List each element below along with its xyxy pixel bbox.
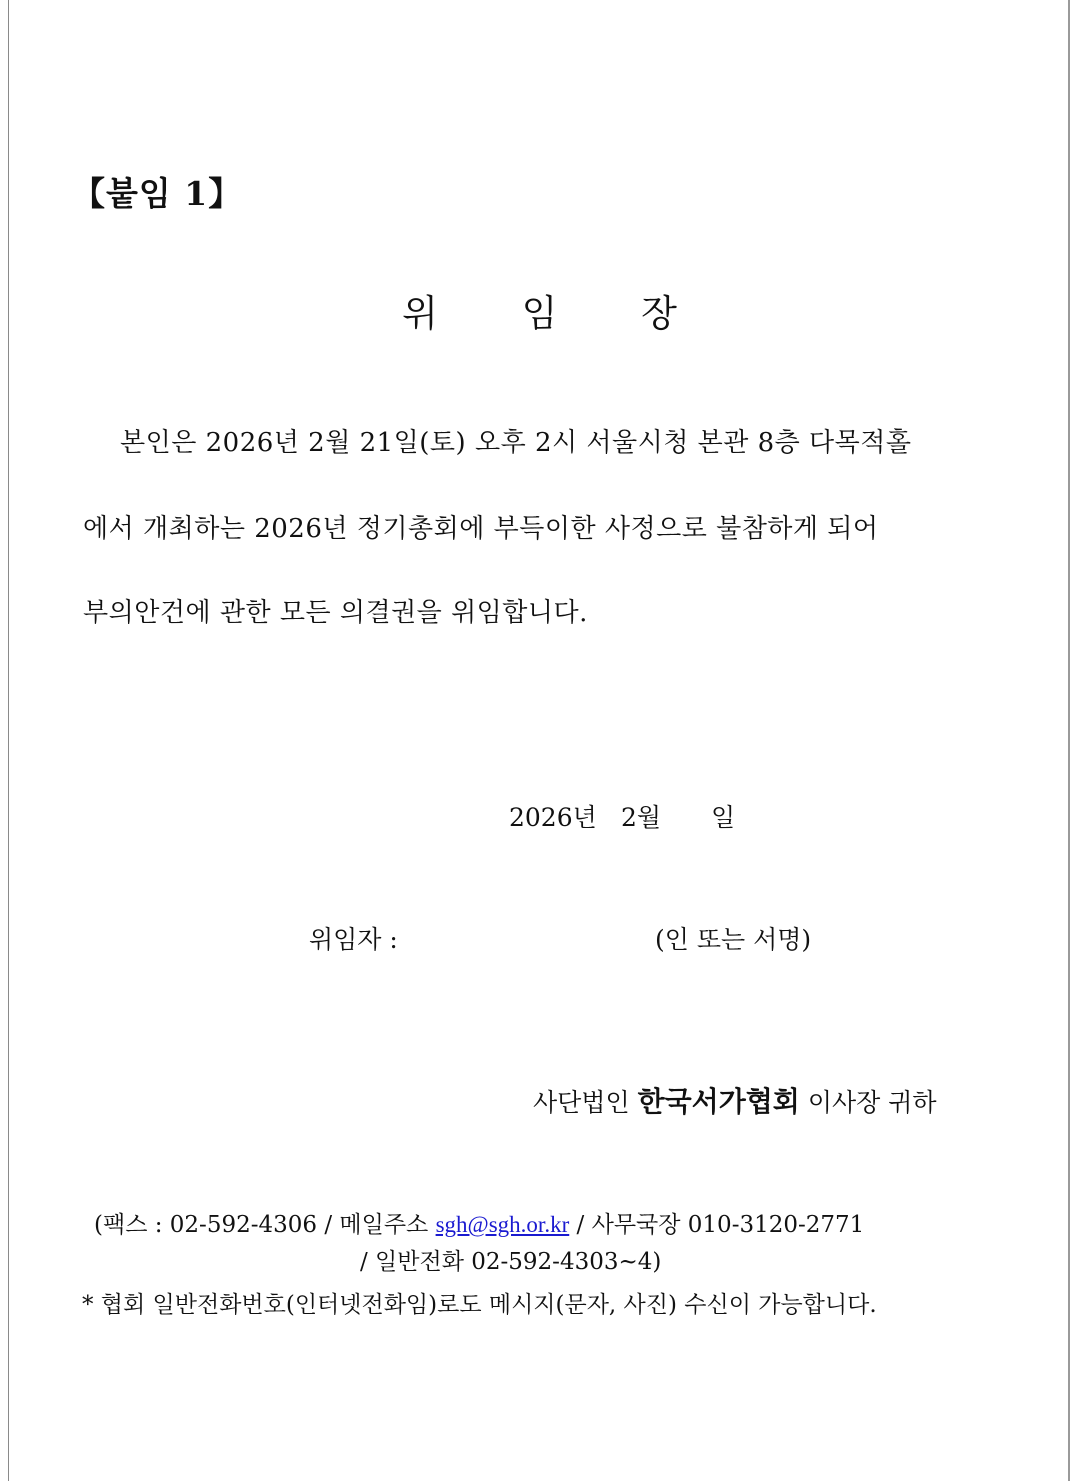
seal-or-signature-note: (인 또는 서명) <box>655 925 812 954</box>
footnote: * 협회 일반전화번호(인터넷전화임)로도 메시지(문자, 사진) 수신이 가능합니다. <box>82 1292 877 1318</box>
date-year: 2026년 <box>509 803 597 832</box>
body-line-3: 부의안건에 관한 모든 의결권을 위임합니다. <box>83 598 588 628</box>
body-line-1: 본인은 2026년 2월 21일(토) 오후 2시 서울시청 본관 8층 다목적홀 <box>120 428 912 458</box>
body-line-2: 에서 개최하는 2026년 정기총회에 부득이한 사정으로 불참하게 되어 <box>83 514 879 544</box>
page-border-left <box>8 0 9 1481</box>
recipient-line <box>533 1080 937 1120</box>
email-link[interactable]: sgh@sgh.or.kr <box>435 1212 570 1237</box>
document-title: 위 임 장 <box>402 292 713 335</box>
page-border-right <box>1068 0 1070 1481</box>
date-line <box>509 798 735 834</box>
attachment-label: 【붙임 1】 <box>72 174 243 213</box>
date-month: 2월 <box>621 803 662 832</box>
recipient-prefix: 사단법인 <box>533 1088 630 1117</box>
contact-fax: (팩스 : 02-592-4306 / 메일주소 <box>94 1212 429 1238</box>
contact-line-1 <box>94 1206 864 1239</box>
contact-secretary: / 사무국장 010-3120-2771 <box>576 1212 865 1238</box>
recipient-org-name: 한국서가협회 <box>637 1085 800 1118</box>
delegator-label: 위임자 : <box>309 925 398 954</box>
date-day: 일 <box>711 803 736 832</box>
contact-line-2: / 일반전화 02-592-4303~4) <box>360 1249 662 1275</box>
recipient-suffix: 이사장 귀하 <box>807 1088 937 1117</box>
